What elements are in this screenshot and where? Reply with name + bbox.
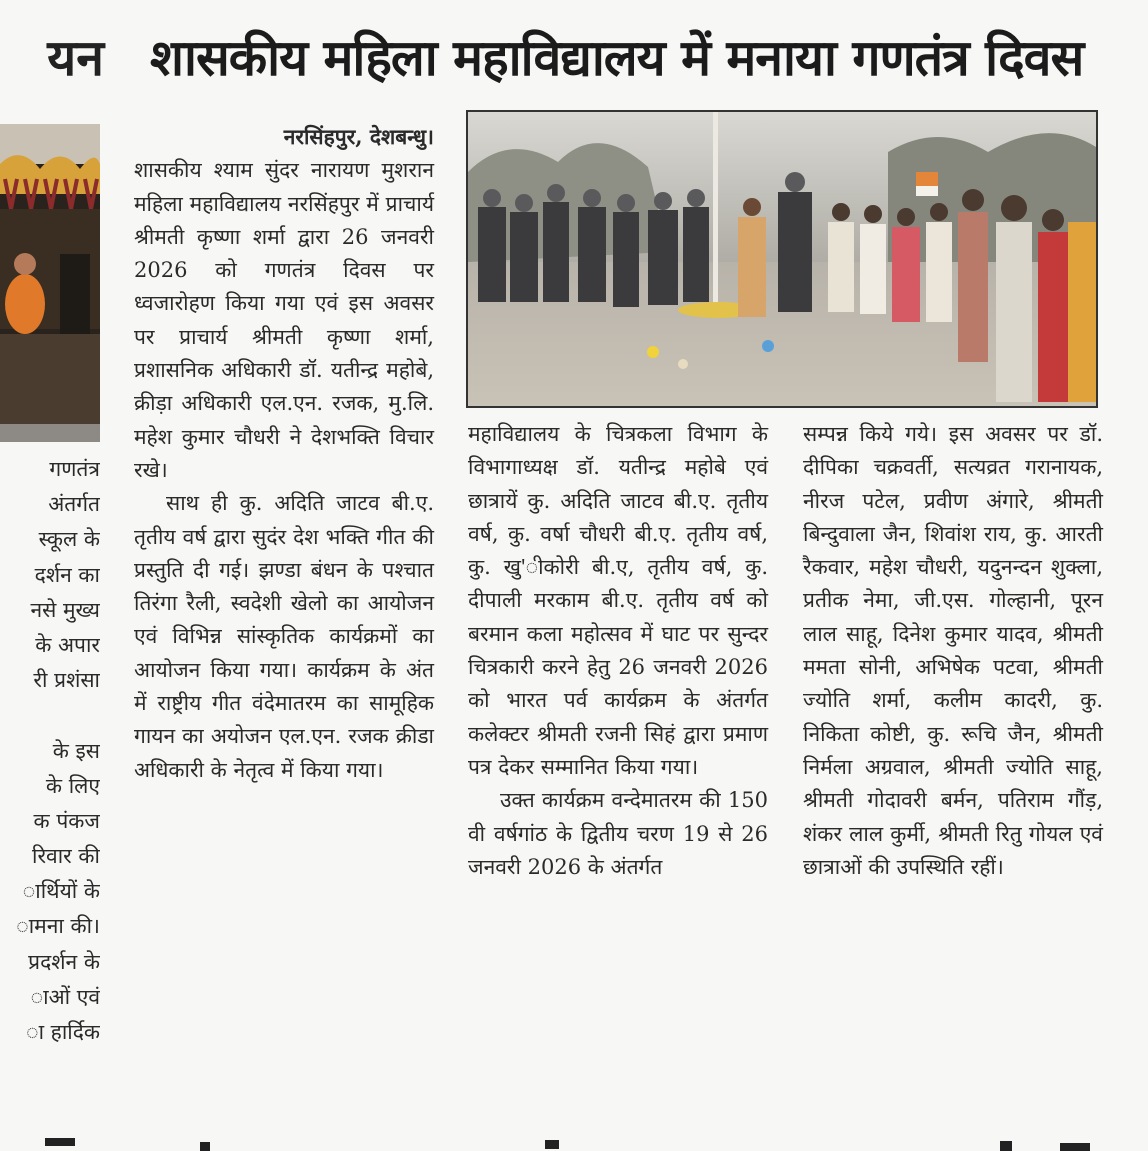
paragraph: उक्त कार्यक्रम वन्देमातरम की 150 वी वर्षगांठ के द्वितीय चरण 19 से 26 जनवरी 2026 के अंतर्गत	[468, 788, 768, 879]
fragment-line: ा हार्दिक	[26, 1020, 100, 1044]
article-column-3	[803, 418, 1103, 884]
fragment-line: के इस	[52, 738, 100, 763]
fragment-line: के अपार	[35, 632, 100, 657]
headline-fragment-text: यन	[47, 29, 104, 87]
previous-article-headline-fragment	[0, 18, 110, 98]
fragment-line: प्रदर्शन के	[28, 949, 100, 974]
flag-hoisting-photo	[468, 112, 1096, 406]
previous-article-photo	[0, 124, 100, 442]
article-photo	[466, 110, 1098, 408]
dateline	[134, 120, 434, 154]
paragraph: सम्पन्न किये गये। इस अवसर पर डॉ. दीपिका चक्रवर्ती, सत्यव्रत गरानायक, नीरज पटेल, प्रवीण अंगारे, श्रीमती बिन्दुवाला जैन, शिवांश राय, कु. आरती रैकवार, महेश चौधरी, यदुनन्दन शुक्ला, प्रतीक नेमा, जी.एस. गोल्हानी, पूरन लाल साहू, दिनेश कुमार यादव, श्रीमती ममता सोनी, अभिषेक पटवा, श्रीमती ज्योति शर्मा, कलीम कादरी, कु. निकिता कोष्टी, कु. रूचि जैन, श्रीमती निर्मला अग्रवाल, श्रीमती ज्योति साहू, श्रीमती गोदावरी बर्मन, पतिराम गौंड़, शंकर लाल कुर्मी, श्रीमती रितु गोयल एवं छात्राओं की उपस्थिति रहीं।	[803, 422, 1103, 879]
article-column-1	[134, 120, 434, 787]
paragraph: महाविद्यालय के चित्रकला विभाग के विभागाध्यक्ष डॉ. यतीन्द्र महोबे एवं छात्रायें कु. अदिति जाटव बी.ए. तृतीय वर्ष, कु. वर्षा चौधरी बी.ए. तृतीय वर्ष, कु. खु'ीकोरी बी.ए, तृतीय वर्ष, कु. दीपाली मरकाम बी.ए. तृतीय वर्ष को बरमान कला महोत्सव में घाट पर सुन्दर चित्रकारी करने हेतु 26 जनवरी 2026 को भारत पर्व कार्यक्रम के अंतर्गत कलेक्टर श्रीमती रजनी सिहं द्वारा प्रमाण पत्र देकर सम्मानित किया गया।	[468, 422, 768, 779]
dateline-text: नरसिंहपुर, देशबन्धु।	[283, 124, 434, 149]
fragment-line: ाओं एवं	[30, 984, 100, 1009]
paragraph: साथ ही कु. अदिति जाटव बी.ए. तृतीय वर्ष द्वारा सुदंर देश भक्ति गीत की प्रस्तुति दी गई। झण्डा बंधन के पश्चात तिरंगा रैली, स्वदेशी खेलो का आयोजन एवं विभिन्न सांस्कृतिक कार्यक्रमों का आयोजन किया गया। कार्यक्रम के अंत में राष्ट्रीय गीत वंदेमातरम का सामूहिक गायन का अयोजन एल.एन. रजक क्रीडा अधिकारी के नेतृत्व में किया गया।	[134, 491, 434, 782]
article-column-2	[468, 418, 768, 884]
fragment-line: गणतंत्र	[49, 457, 100, 481]
fragment-line: दर्शन का	[34, 562, 100, 587]
fragment-line: के लिए	[45, 773, 100, 798]
fragment-line: नसे मुख्य	[30, 597, 100, 622]
previous-article-text-fragment	[0, 452, 100, 1050]
fragment-line: अंतर्गत	[48, 492, 100, 517]
fragment-line: क पंकज	[33, 808, 100, 833]
fragment-line: ामना की।	[16, 914, 100, 939]
fragment-line: री प्रशंसा	[33, 668, 100, 693]
fragment-line: ार्थियों के	[22, 879, 100, 904]
paragraph: शासकीय श्याम सुंदर नारायण मुशरान महिला महाविद्यालय नरसिंहपुर में प्राचार्य श्रीमती कृष्णा शर्मा द्वारा 26 जनवरी 2026 को गणतंत्र दिवस पर ध्वजारोहण किया गया एवं इस अवसर पर प्राचार्य श्रीमती कृष्णा शर्मा, प्रशासनिक अधिकारी डॉ. यतीन्द्र महोबे, क्रीड़ा अधिकारी एल.एन. रजक, मु.लि. महेश कुमार चौधरी ने देशभक्ति विचार रखे।	[134, 158, 434, 482]
stage-performance-image	[0, 124, 100, 442]
fragment-line	[0, 698, 100, 733]
fragment-line: स्कूल के	[38, 527, 100, 552]
article-headline: शासकीय महिला महाविद्यालय में मनाया गणतंत्र दिवस	[150, 29, 1084, 87]
next-article-top-edge	[0, 1128, 1148, 1151]
fragment-line: रिवार की	[32, 844, 100, 869]
cut-off-text-strokes	[0, 1128, 1148, 1151]
